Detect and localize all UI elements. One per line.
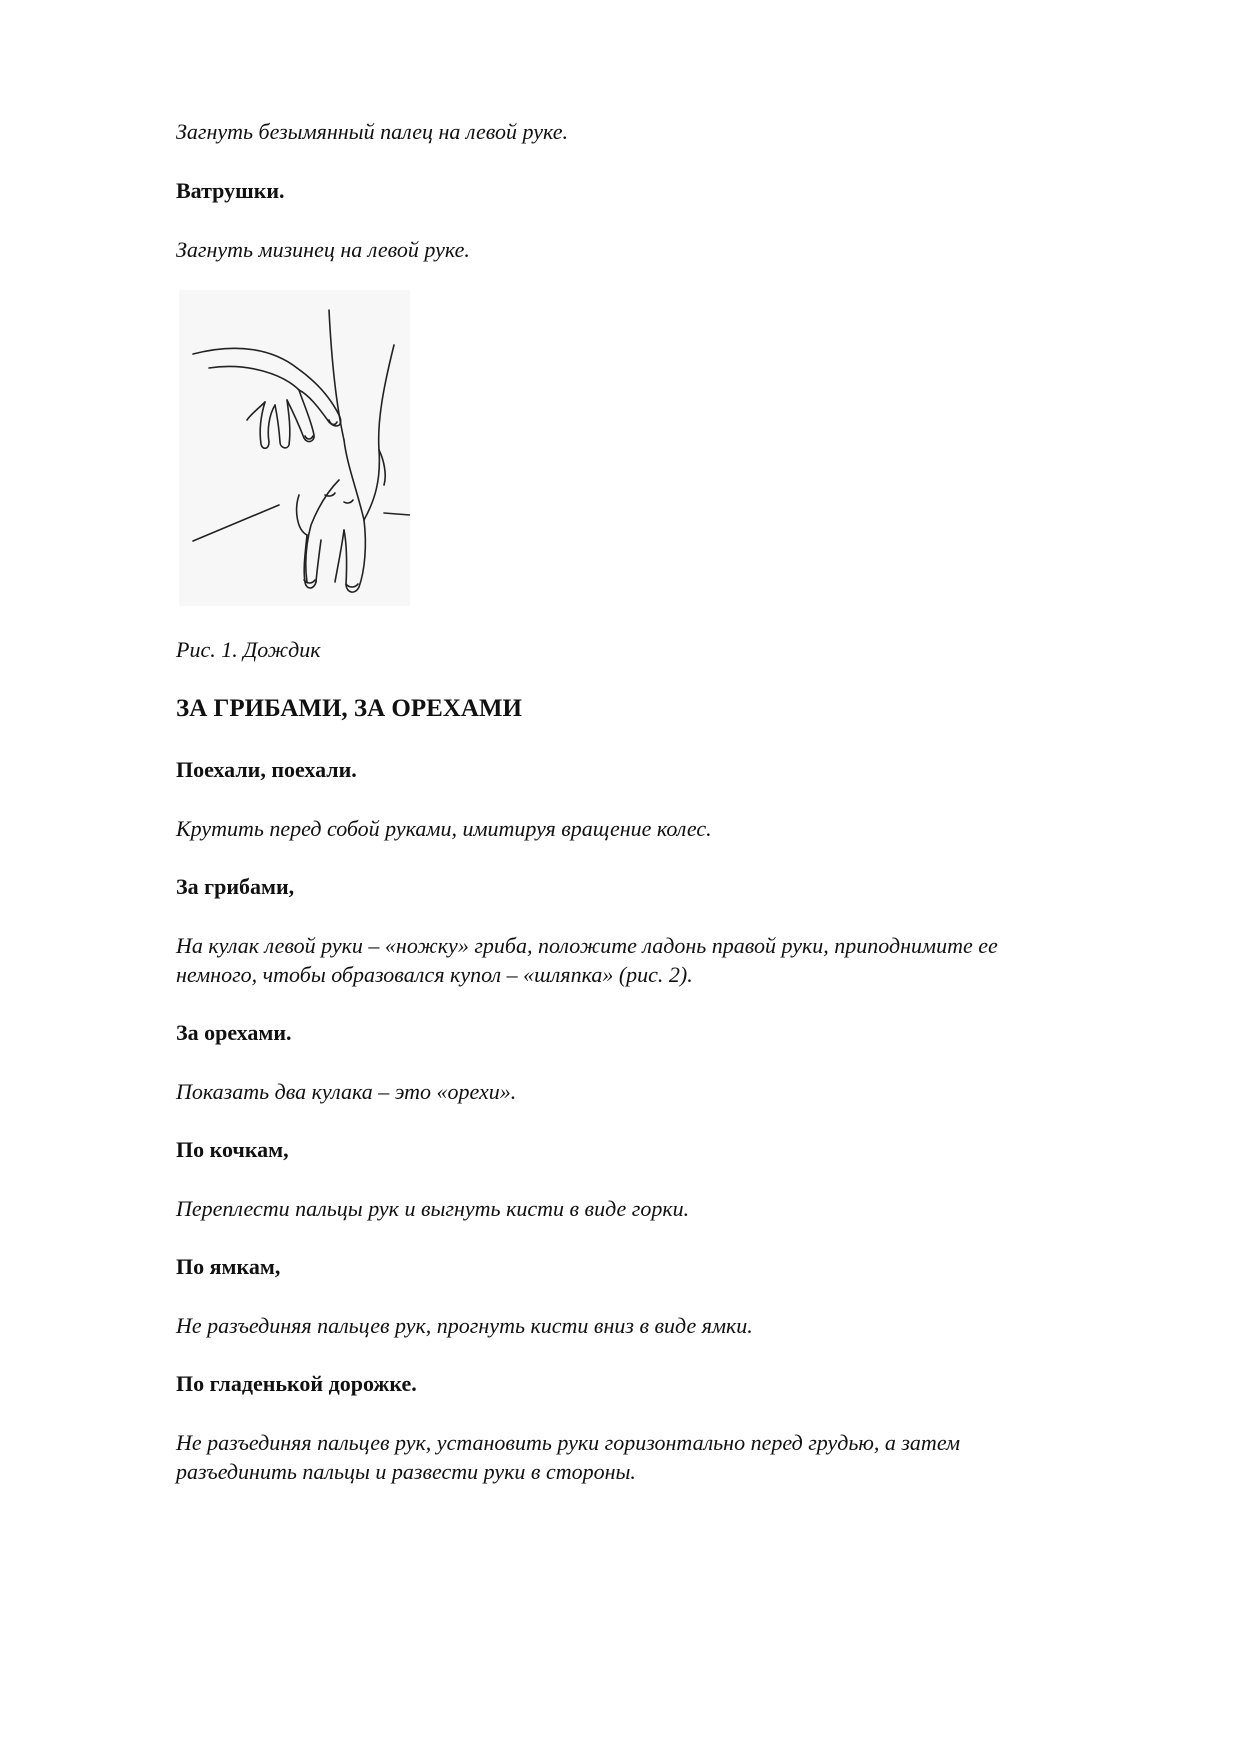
figure-caption: Рис. 1. Дождик [176,637,321,662]
instruction-text: На кулак левой руки – «ножку» гриба, положите ладонь правой руки, приподнимите ее [176,933,998,958]
instruction-text: Не разъединяя пальцев рук, прогнуть кисти вниз в виде ямки. [176,1313,753,1338]
verse-line: По гладенькой дорожке. [176,1371,417,1396]
verse-line: За грибами, [176,874,295,899]
instruction-text: разъединить пальцы и развести руки в стороны. [176,1459,636,1484]
hands-drawing [179,290,410,606]
instruction-text: немного, чтобы образовался купол – «шляпка» (рис. 2). [176,962,693,987]
verse-line: По ямкам, [176,1254,281,1279]
verse-line: Ватрушки. [176,178,285,203]
verse-line: Поехали, поехали. [176,757,357,782]
verse-line: По кочкам, [176,1137,289,1162]
hands-rain-illustration [179,290,410,606]
instruction-text: Крутить перед собой руками, имитируя вращение колес. [176,816,712,841]
section-heading: ЗА ГРИБАМИ, ЗА ОРЕХАМИ [176,695,522,722]
verse-line: За орехами. [176,1020,292,1045]
instruction-text: Загнуть безымянный палец на левой руке. [176,119,569,144]
instruction-text: Не разъединяя пальцев рук, установить руки горизонтально перед грудью, а затем [176,1430,961,1455]
instruction-text: Загнуть мизинец на левой руке. [176,237,470,262]
instruction-text: Переплести пальцы рук и выгнуть кисти в виде горки. [176,1196,690,1221]
instruction-text: Показать два кулака – это «орехи». [176,1079,517,1104]
